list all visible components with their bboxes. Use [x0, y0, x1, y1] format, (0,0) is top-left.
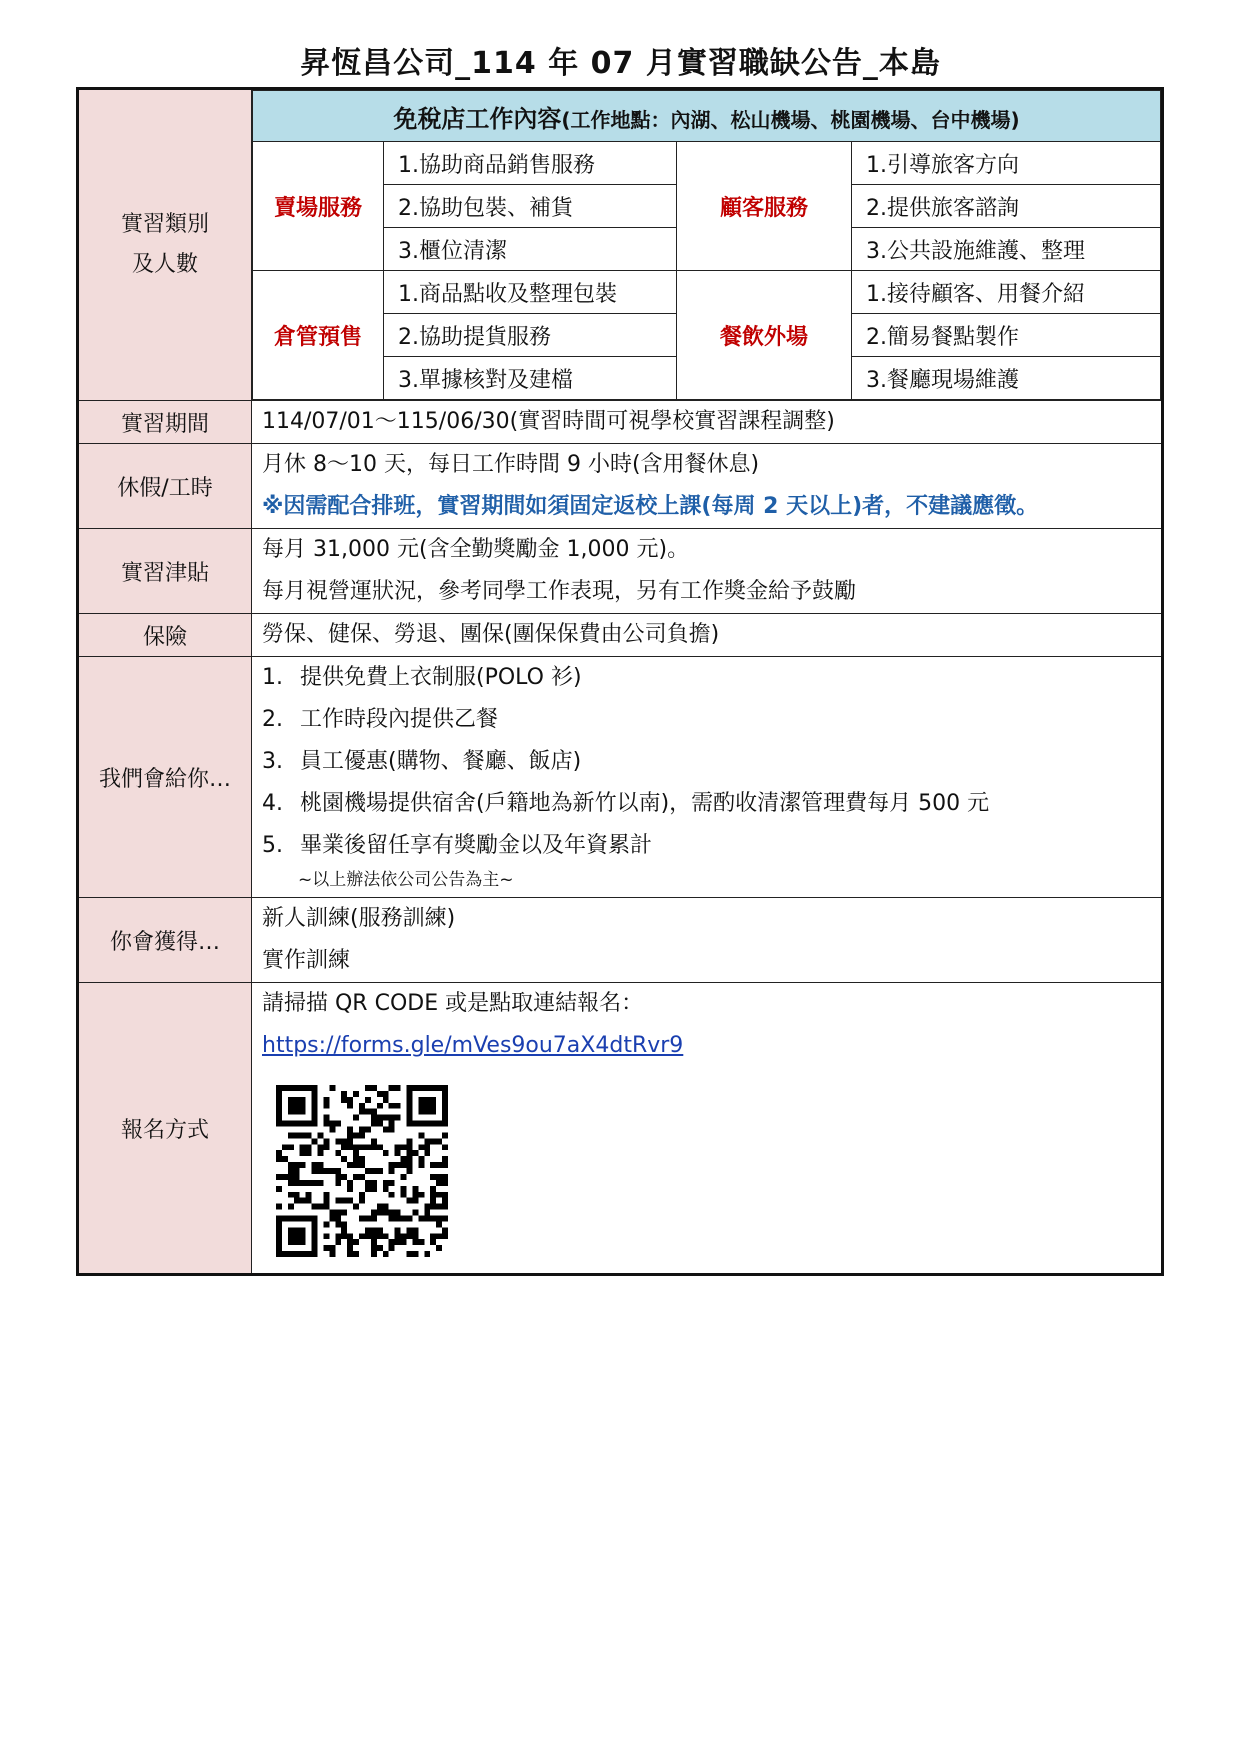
task-item: 2.協助包裝、補貨 — [384, 185, 677, 228]
job-content-title: 免稅店工作內容 — [393, 104, 562, 133]
page-title: 昇恆昌公司_114 年 07 月實習職缺公告_本島 — [300, 46, 941, 81]
benefit-item — [262, 699, 1151, 741]
benefit-text: 桃園機場提供宿舍(戶籍地為新竹以南)，需酌收清潔管理費每月 500 元 — [300, 791, 990, 816]
category-name: 賣場服務 — [253, 142, 384, 271]
benefit-number: 4. — [262, 791, 283, 816]
job-content-header — [253, 91, 1161, 142]
allowance-line2: 每月視營運狀況，參考同學工作表現，另有工作獎金給予鼓勵 — [262, 579, 857, 604]
allowance-line1: 每月 31,000 元(含全勤獎勵金 1,000 元)。 — [262, 537, 690, 562]
group-row — [253, 271, 1161, 314]
label-category-line2: 及人數 — [131, 252, 198, 277]
row-gain — [78, 898, 1163, 983]
task-item: 3.餐廳現場維護 — [852, 357, 1161, 400]
apply-text: 請掃描 QR CODE 或是點取連結報名： — [262, 991, 644, 1016]
label-apply: 報名方式 — [78, 983, 252, 1275]
benefit-item — [262, 657, 1151, 699]
label-allowance: 實習津貼 — [78, 529, 252, 614]
task-item: 2.簡易餐點製作 — [852, 314, 1161, 357]
task-item: 3.公共設施維護、整理 — [852, 228, 1161, 271]
category-name: 顧客服務 — [677, 142, 852, 271]
benefits-note: ~以上辦法依公司公告為主~ — [298, 870, 514, 890]
category-content — [252, 89, 1163, 401]
label-category — [78, 89, 252, 401]
period-text: 114/07/01～115/06/30(實習時間可視學校實習課程調整) — [262, 409, 835, 434]
row-leave — [78, 444, 1163, 529]
row-apply — [78, 983, 1163, 1275]
row-insurance — [78, 614, 1163, 657]
benefit-number: 1. — [262, 665, 283, 690]
task-item: 2.協助提貨服務 — [384, 314, 677, 357]
qr-code-icon[interactable] — [276, 1085, 448, 1257]
category-name: 餐飲外場 — [677, 271, 852, 400]
benefit-item — [262, 741, 1151, 783]
benefit-text: 提供免費上衣制服(POLO 衫) — [300, 665, 582, 690]
benefit-item — [262, 825, 1151, 867]
benefit-text: 工作時段內提供乙餐 — [300, 707, 499, 732]
benefit-number: 2. — [262, 707, 283, 732]
task-item: 1.商品點收及整理包裝 — [384, 271, 677, 314]
benefit-number: 5. — [262, 833, 283, 858]
insurance-text: 勞保、健保、勞退、團保(團保保費由公司負擔) — [262, 622, 720, 647]
row-category — [78, 89, 1163, 401]
label-leave: 休假/工時 — [78, 444, 252, 529]
leave-note: ※因需配合排班，實習期間如須固定返校上課(每周 2 天以上)者，不建議應徵。 — [262, 494, 1039, 519]
label-insurance: 保險 — [78, 614, 252, 657]
label-gain: 你會獲得… — [78, 898, 252, 983]
task-item: 2.提供旅客諮詢 — [852, 185, 1161, 228]
row-allowance — [78, 529, 1163, 614]
row-period — [78, 401, 1163, 444]
task-item: 1.引導旅客方向 — [852, 142, 1161, 185]
benefit-text: 員工優惠(購物、餐廳、飯店) — [300, 749, 582, 774]
job-location: (工作地點：內湖、松山機場、桃園機場、台中機場) — [561, 107, 1020, 132]
job-content-table — [252, 90, 1161, 400]
task-item: 1.協助商品銷售服務 — [384, 142, 677, 185]
leave-text: 月休 8～10 天，每日工作時間 9 小時(含用餐休息) — [262, 452, 760, 477]
group-row — [253, 142, 1161, 185]
row-benefits — [78, 657, 1163, 898]
category-name: 倉管預售 — [253, 271, 384, 400]
benefit-number: 3. — [262, 749, 283, 774]
gain-line2: 實作訓練 — [262, 948, 351, 973]
internship-table — [76, 87, 1164, 1276]
benefit-item — [262, 783, 1151, 825]
task-item: 3.櫃位清潔 — [384, 228, 677, 271]
label-category-line1: 實習類別 — [120, 212, 209, 237]
label-benefits: 我們會給你… — [78, 657, 252, 898]
label-period: 實習期間 — [78, 401, 252, 444]
task-item: 3.單據核對及建檔 — [384, 357, 677, 400]
benefit-text: 畢業後留任享有獎勵金以及年資累計 — [300, 833, 653, 858]
gain-line1: 新人訓練(服務訓練) — [262, 906, 456, 931]
apply-link[interactable]: https://forms.gle/mVes9ou7aX4dtRvr9 — [262, 1033, 684, 1058]
task-item: 1.接待顧客、用餐介紹 — [852, 271, 1161, 314]
